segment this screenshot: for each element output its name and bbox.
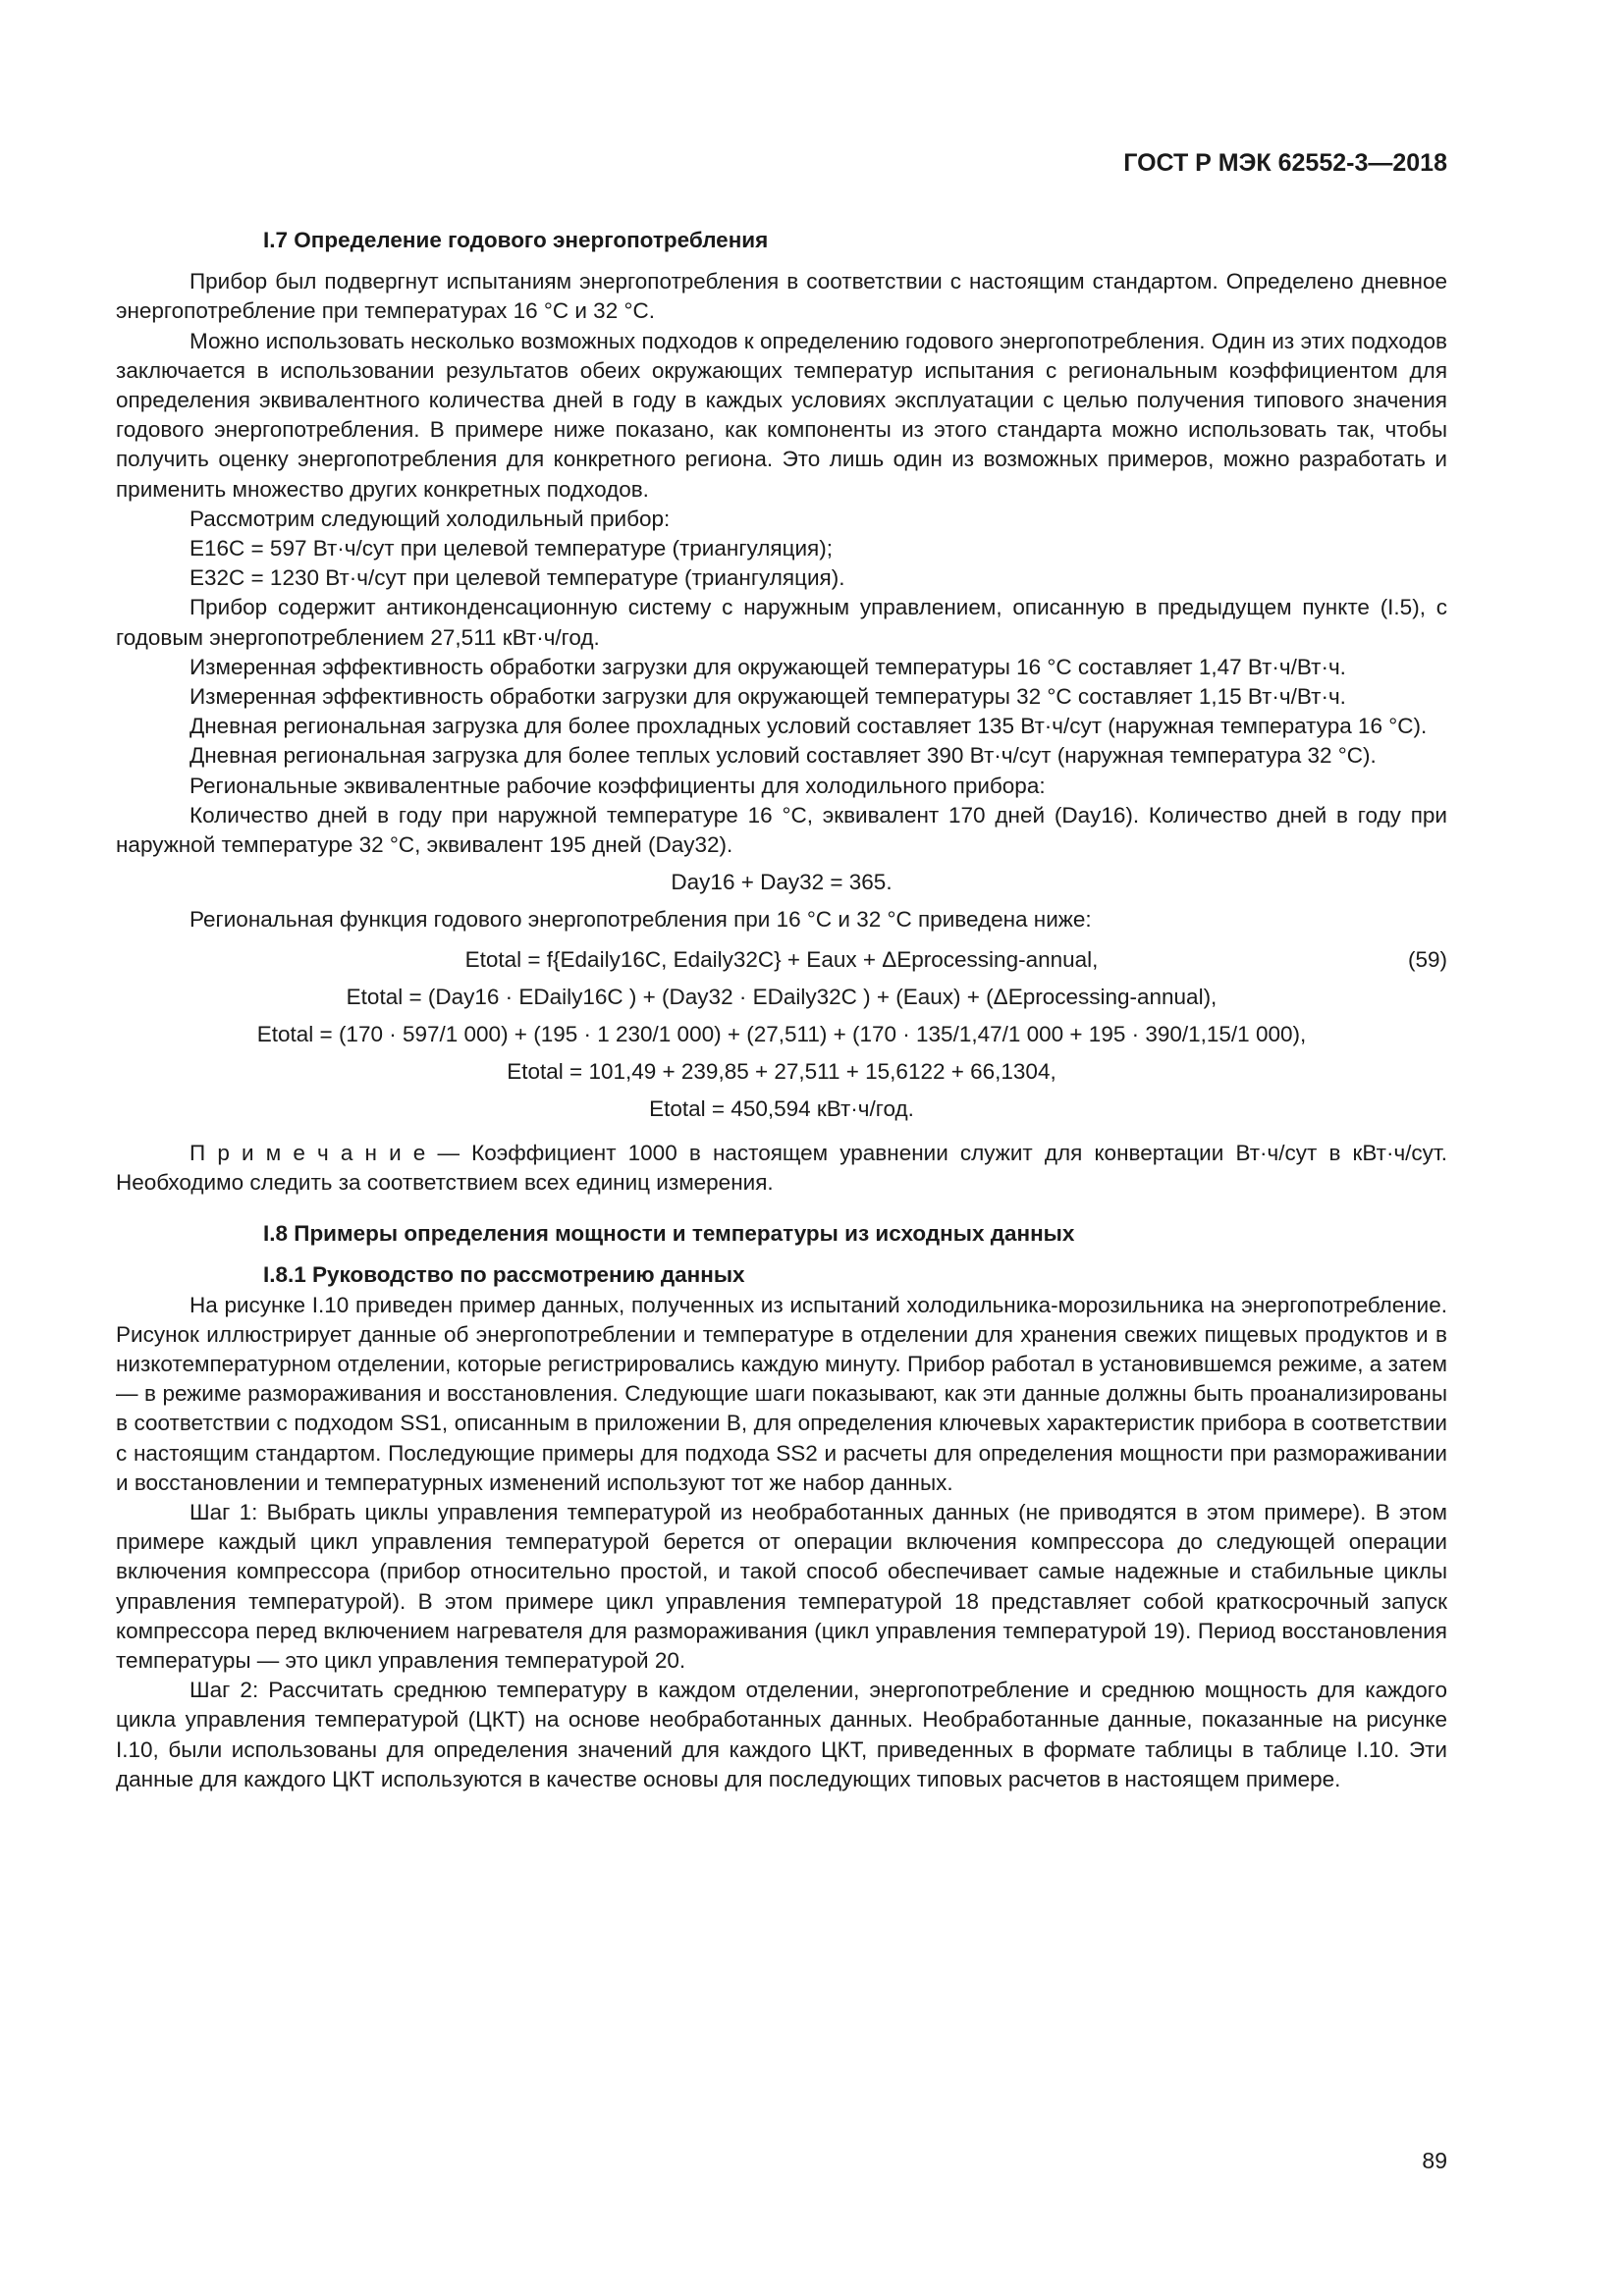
paragraph: Прибор содержит антиконденсационную систему с наружным управлением, описанную в предыдущем пункте (I.5), с годовым энергопотреблением 27,511 кВт·ч/год. bbox=[116, 595, 1447, 650]
equation bbox=[116, 945, 1447, 975]
paragraph: Дневная региональная загрузка для более теплых условий составляет 390 Вт·ч/сут (наружная температура 32 °С). bbox=[189, 743, 1377, 769]
equation: Etotal = (170 · 597/1 000) + (195 · 1 230/1 000) + (27,511) + (170 · 135/1,47/1 000 + 195 · 390/1,15/1 000), bbox=[256, 1022, 1307, 1047]
page-body bbox=[116, 226, 1447, 1794]
paragraph: Региональные эквивалентные рабочие коэффициенты для холодильного прибора: bbox=[189, 773, 1046, 798]
paragraph: Шаг 2: Рассчитать среднюю температуру в каждом отделении, энергопотребление и среднюю мощность для каждого цикла управления температурой (ЦКТ) на основе необработанных данных. Необработанные данные, показанные на рисунке I.10, были использованы для определения значений для каждого ЦКТ, приведенных в формате таблицы в таблице I.10. Эти данные для каждого ЦКТ используются в качестве основы для последующих типовых расчетов в настоящем примере. bbox=[116, 1678, 1447, 1791]
section-title: I.7 Определение годового энергопотребления bbox=[263, 228, 769, 252]
document-header: ГОСТ Р МЭК 62552-3—2018 bbox=[1123, 149, 1447, 177]
equation: Etotal = 450,594 кВт·ч/год. bbox=[649, 1096, 914, 1122]
paragraph: E16C = 597 Вт·ч/сут при целевой температуре (триангуляция); bbox=[189, 536, 833, 561]
equation-number: (59) bbox=[1407, 946, 1447, 972]
note: П р и м е ч а н и е — Коэффициент 1000 в настоящем уравнении служит для конвертации Вт·ч/сут в кВт·ч/сут. Необходимо следить за соответствием всех единиц измерения. bbox=[116, 1140, 1447, 1195]
paragraph: Дневная региональная загрузка для более прохладных условий составляет 135 Вт·ч/сут (наружная температура 16 °С). bbox=[189, 714, 1428, 739]
equation: Etotal = 101,49 + 239,85 + 27,511 + 15,6122 + 66,1304, bbox=[507, 1059, 1056, 1085]
paragraph: На рисунке I.10 приведен пример данных, полученных из испытаний холодильника-морозильника на энергопотребление. Рисунок иллюстрирует данные об энергопотреблении и температуре в отделении для хранения свежих пищевых продуктов и в низкотемпературном отделении, которые регистрировались каждую минуту. Прибор работал в установившемся режиме, а затем — в режиме размораживания и восстановления. Следующие шаги показывают, как эти данные должны быть проанализированы в соответствии с подходом SS1, описанным в приложении В, для определения ключевых характеристик прибора в соответствии с настоящим стандартом. Последующие примеры для подхода SS2 и расчеты для определения мощности при размораживании и восстановлении и температурных изменений используют тот же набор данных. bbox=[116, 1292, 1447, 1495]
subsection-title: I.8.1 Руководство по рассмотрению данных bbox=[263, 1262, 745, 1288]
paragraph: Прибор был подвергнут испытаниям энергопотребления в соответствии с настоящим стандартом. Определено дневное энергопотребление при температурах 16 °С и 32 °С. bbox=[116, 269, 1447, 324]
paragraph: Региональная функция годового энергопотребления при 16 °С и 32 °С приведена ниже: bbox=[189, 907, 1092, 933]
paragraph: Шаг 1: Выбрать циклы управления температурой из необработанных данных (не приводятся в этом примере). В этом примере каждый цикл управления температурой берется от операции включения компрессора до следующей операции включения компрессора (прибор относительно простой, и такой способ обеспечивает самые надежные и стабильные циклы управления температурой). В этом примере цикл управления температурой 18 представляет собой краткосрочный запуск компрессора перед включением нагревателя для размораживания (цикл управления температурой 19). Период восстановления температуры — это цикл управления температурой 20. bbox=[116, 1499, 1447, 1673]
paragraph: Измеренная эффективность обработки загрузки для окружающей температуры 16 °С составляет 1,47 Вт·ч/Вт·ч. bbox=[189, 654, 1346, 679]
paragraph: Рассмотрим следующий холодильный прибор: bbox=[189, 506, 671, 531]
equation-text: Etotal = f{Edaily16C, Edaily32C} + Eaux + ΔEprocessing-annual, bbox=[464, 946, 1099, 972]
page-number: 89 bbox=[1422, 2148, 1447, 2173]
paragraph: Измеренная эффективность обработки загрузки для окружающей температуры 32 °С составляет 1,15 Вт·ч/Вт·ч. bbox=[189, 684, 1346, 710]
paragraph: E32C = 1230 Вт·ч/сут при целевой температуре (триангуляция). bbox=[189, 565, 845, 591]
paragraph: Количество дней в году при наружной температуре 16 °С, эквивалент 170 дней (Day16). Количество дней в году при наружной температуре 32 °С, эквивалент 195 дней (Day32). bbox=[116, 802, 1447, 858]
section-title: I.8 Примеры определения мощности и температуры из исходных данных bbox=[263, 1221, 1075, 1247]
equation: Day16 + Day32 = 365. bbox=[671, 870, 893, 895]
equation: Etotal = (Day16 · EDaily16C ) + (Day32 · EDaily32C ) + (Eaux) + (ΔEprocessing-annual), bbox=[346, 984, 1218, 1009]
paragraph: Можно использовать несколько возможных подходов к определению годового энергопотребления. Один из этих подходов заключается в использовании результатов обеих окружающих температур испытания с региональным коэффициентом для определения эквивалентного количества дней в году в каждых условиях эксплуатации с целью получения типового значения годового энергопотребления. В примере ниже показано, как компоненты из этого стандарта можно использовать так, чтобы получить оценку энергопотребления для конкретного региона. Это лишь один из возможных примеров, можно разработать и применить множество других конкретных подходов. bbox=[116, 328, 1447, 502]
